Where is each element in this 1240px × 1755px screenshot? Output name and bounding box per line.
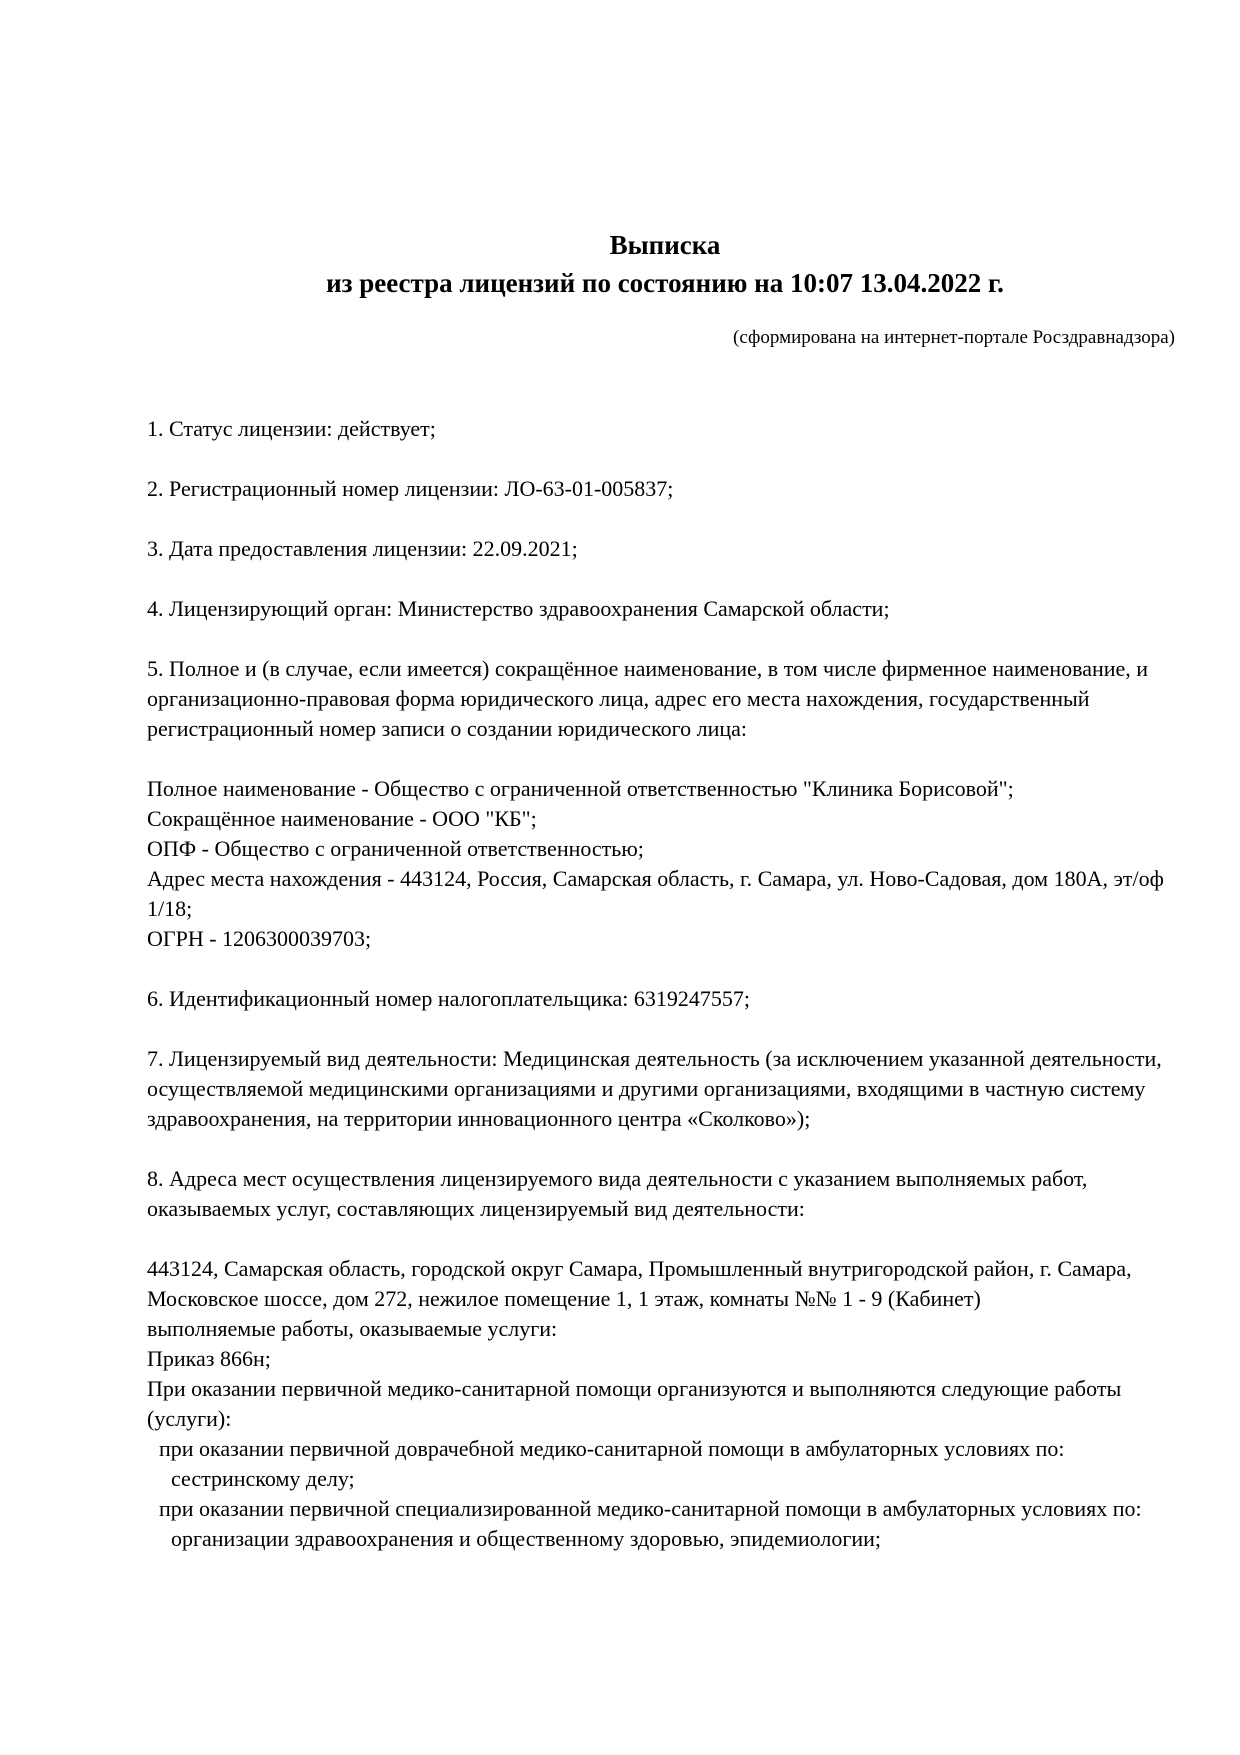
nursing-service: сестринскому делу; bbox=[171, 1466, 355, 1491]
legal-entity-heading: 5. Полное и (в случае, если имеется) сокращённое наименование, в том числе фирменное наименование, и организационно-правовая форма юридического лица, адрес его места нахождения, государственный регистрационный номер записи о создании юридического лица: bbox=[147, 656, 1154, 741]
activity-addresses-heading: 8. Адреса мест осуществления лицензируемого вида деятельности с указанием выполняемых работ, оказываемых услуг, составляющих лицензируемый вид деятельности: bbox=[147, 1166, 1093, 1221]
taxpayer-id: 6. Идентификационный номер налогоплательщика: 6319247557; bbox=[147, 986, 750, 1011]
primary-care-intro: При оказании первичной медико-санитарной помощи организуются и выполняются следующие работы (услуги): bbox=[147, 1376, 1127, 1431]
works-label: выполняемые работы, оказываемые услуги: bbox=[147, 1316, 558, 1341]
order-reference: Приказ 866н; bbox=[147, 1346, 271, 1371]
licensing-authority: 4. Лицензирующий орган: Министерство здравоохранения Самарской области; bbox=[147, 596, 890, 621]
org-short-name: Сокращённое наименование - ООО "КБ"; bbox=[147, 806, 537, 831]
licensed-activity: 7. Лицензируемый вид деятельности: Медицинская деятельность (за исключением указанной деятельности, осуществляемой медицинскими организациями и другими организациями, входящими в частную систему здравоохранения, на территории инновационного центра «Сколково»); bbox=[147, 1046, 1168, 1131]
specialized-care: при оказании первичной специализированной медико-санитарной помощи в амбулаторных условиях по: bbox=[159, 1496, 1142, 1521]
license-status: 1. Статус лицензии: действует; bbox=[147, 416, 436, 441]
document-body bbox=[147, 414, 1192, 1554]
document-title: Выписка bbox=[609, 230, 721, 260]
org-full-name: Полное наименование - Общество с ограниченной ответственностью "Клиника Борисовой"; bbox=[147, 776, 1014, 801]
epidemiology-service: организации здравоохранения и общественному здоровью, эпидемиологии; bbox=[171, 1526, 882, 1551]
org-legal-form: ОПФ - Общество с ограниченной ответственностью; bbox=[147, 836, 644, 861]
activity-address: 443124, Самарская область, городской округ Самара, Промышленный внутригородской район, г. Самара, Московское шоссе, дом 272, нежилое помещение 1, 1 этаж, комнаты №№ 1 - 9 (Кабинет) bbox=[147, 1256, 1138, 1311]
license-number: 2. Регистрационный номер лицензии: ЛО-63-01-005837; bbox=[147, 476, 674, 501]
document-subtitle: из реестра лицензий по состоянию на 10:07 13.04.2022 г. bbox=[326, 268, 1004, 298]
org-ogrn: ОГРН - 1206300039703; bbox=[147, 926, 372, 951]
prehospital-care: при оказании первичной доврачебной медико-санитарной помощи в амбулаторных условиях по: bbox=[159, 1436, 1065, 1461]
org-address: Адрес места нахождения - 443124, Россия, Самарская область, г. Самара, ул. Ново-Садовая, дом 180А, эт/оф 1/18; bbox=[147, 866, 1170, 921]
document-header bbox=[150, 226, 1180, 302]
generation-note: (сформирована на интернет-портале Росздравнадзора) bbox=[733, 327, 1175, 348]
license-date: 3. Дата предоставления лицензии: 22.09.2021; bbox=[147, 536, 578, 561]
